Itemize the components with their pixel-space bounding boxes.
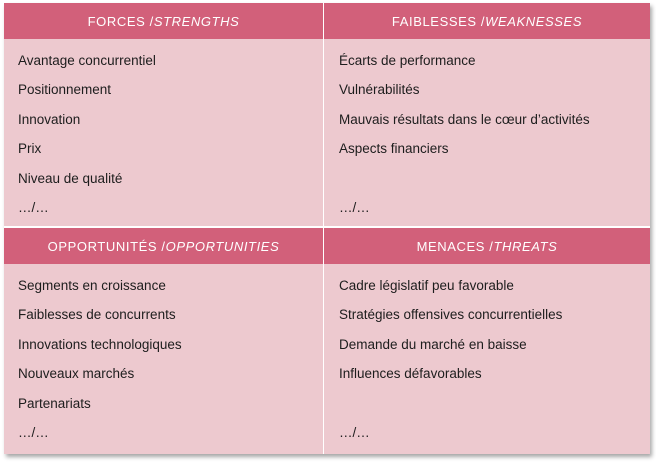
swot-matrix bbox=[4, 3, 650, 454]
strengths-title: FORCES / bbox=[87, 13, 154, 29]
list-item: Cadre législatif peu favorable bbox=[339, 278, 514, 293]
list-item: Innovations technologiques bbox=[18, 336, 182, 352]
list-item: Influences défavorables bbox=[339, 366, 482, 382]
strengths-title-english: STRENGTHS bbox=[153, 13, 240, 29]
strengths-header bbox=[4, 3, 323, 39]
threats-header bbox=[324, 228, 650, 264]
list-item: Demande du marché en baisse bbox=[339, 336, 527, 352]
weaknesses-title: FAIBLESSES / bbox=[391, 13, 486, 29]
threats-title-english: THREATS bbox=[493, 238, 558, 254]
opportunities-list bbox=[18, 277, 182, 453]
list-item: Partenariats bbox=[18, 395, 91, 411]
weaknesses-header bbox=[324, 3, 650, 39]
list-item: …/… bbox=[18, 424, 49, 440]
list-item: Niveau de qualité bbox=[18, 170, 123, 186]
opportunities-title: OPPORTUNITÉS / bbox=[47, 238, 166, 254]
horizontal-divider bbox=[4, 226, 650, 228]
list-item: Stratégies offensives concurrentielles bbox=[339, 307, 563, 323]
list-item: Vulnérabilités bbox=[339, 82, 420, 98]
list-item: Nouveaux marchés bbox=[18, 366, 135, 382]
list-item bbox=[339, 395, 562, 424]
list-item: Avantage concurrentiel bbox=[18, 53, 156, 68]
list-item: Innovation bbox=[18, 111, 81, 127]
strengths-list bbox=[18, 52, 156, 228]
list-item: Faiblesses de concurrents bbox=[18, 307, 176, 323]
list-item: Positionnement bbox=[18, 82, 112, 98]
opportunities-title-english: OPPORTUNITIES bbox=[165, 238, 280, 254]
vertical-divider bbox=[323, 3, 324, 454]
list-item: Prix bbox=[18, 141, 42, 157]
list-item: …/… bbox=[18, 199, 49, 215]
list-item: Mauvais résultats dans le cœur d’activités bbox=[339, 111, 590, 127]
list-item: Aspects financiers bbox=[339, 141, 449, 157]
list-item: Segments en croissance bbox=[18, 278, 166, 293]
threats-title: MENACES / bbox=[416, 238, 494, 254]
weaknesses-list bbox=[339, 52, 590, 228]
list-item: …/… bbox=[339, 199, 370, 215]
threats-list bbox=[339, 277, 562, 453]
list-item: …/… bbox=[339, 424, 370, 440]
list-item bbox=[339, 170, 590, 199]
list-item: Écarts de performance bbox=[339, 53, 476, 68]
opportunities-header bbox=[4, 228, 323, 264]
weaknesses-title-english: WEAKNESSES bbox=[485, 13, 583, 29]
